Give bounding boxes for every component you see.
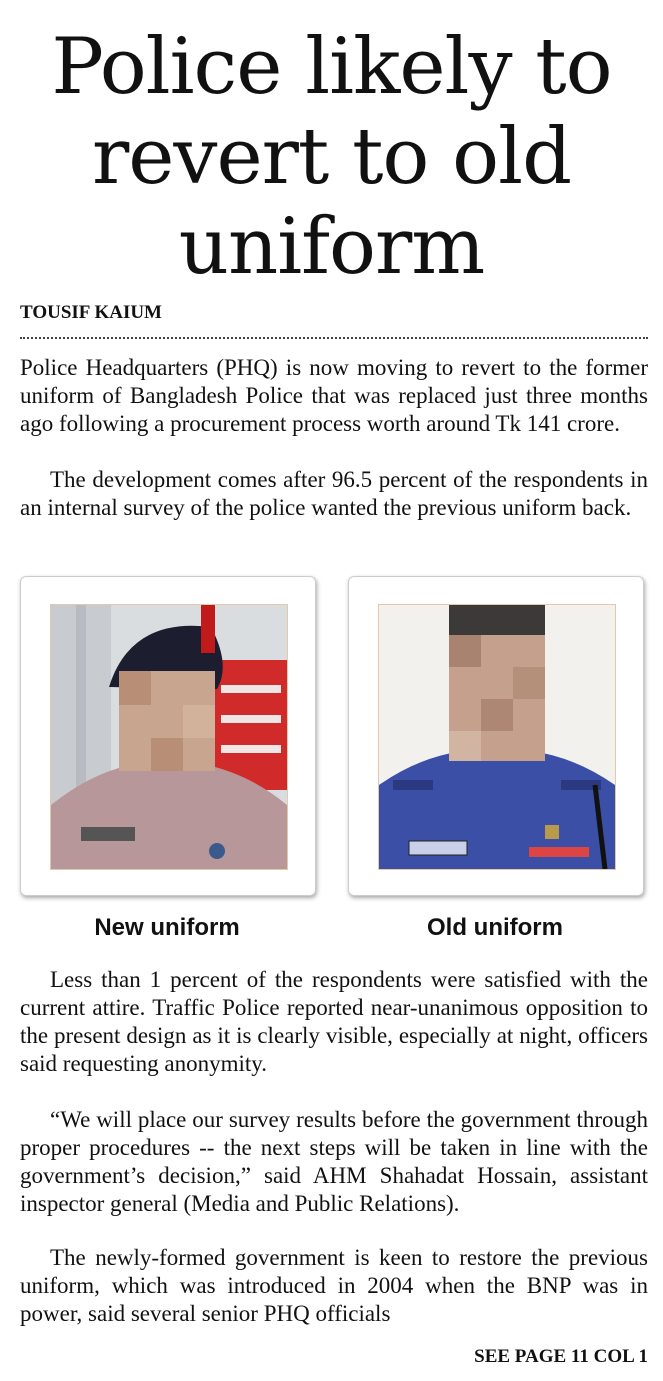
paragraph-1: Police Headquarters (PHQ) is now moving to revert to the former uniform of Bangladesh Police that was replaced just three months ago following a procurement process worth around Tk 141 crore.	[20, 355, 648, 436]
photo-frame-old-uniform	[348, 576, 644, 896]
byline: TOUSIF KAIUM	[20, 302, 162, 323]
caption-new-uniform: New uniform	[94, 914, 240, 941]
continuation-note: SEE PAGE 11 COL 1	[474, 1346, 648, 1367]
old-uniform-photo	[378, 604, 616, 870]
caption-old-uniform: Old uniform	[427, 914, 563, 941]
new-uniform-photo	[50, 604, 288, 870]
byline-divider	[20, 337, 648, 339]
paragraph-4: “We will place our survey results before the government through proper procedures -- the next steps will be taken in line with the government’s decision,” said AHM Shahadat Hossain, assistant inspector general (Media and Public Relations).	[20, 1107, 648, 1216]
paragraph-5: The newly-formed government is keen to restore the previous uniform, which was introduced in 2004 when the BNP was in power, said several senior PHQ officials	[20, 1245, 648, 1326]
paragraph-3: Less than 1 percent of the respondents were satisfied with the current attire. Traffic Police reported near-unanimous opposition to the present design as it is clearly visible, especially at night, officers said requesting anonymity.	[20, 967, 648, 1076]
photo-frame-new-uniform	[20, 576, 316, 896]
paragraph-2: The development comes after 96.5 percent of the respondents in an internal survey of the police wanted the previous uniform back.	[20, 467, 648, 520]
headline: Police likely to revert to old uniform	[51, 22, 612, 292]
